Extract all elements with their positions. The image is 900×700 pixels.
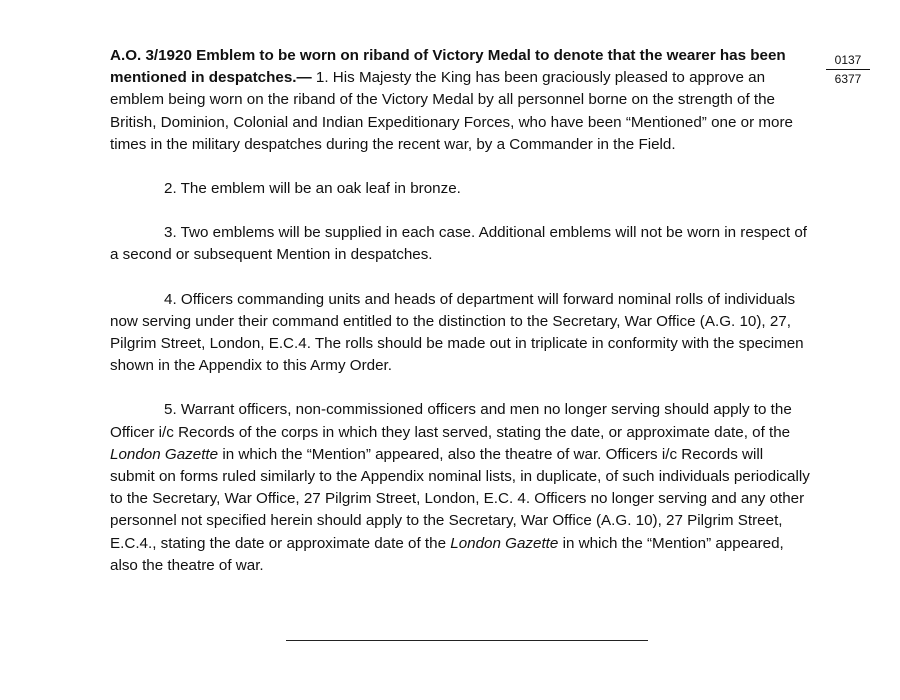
reference-numerator: 0137 [826,52,870,70]
paragraph-5-text-c: in which the “Mention” appeared, also the theatre of war. [110,534,784,574]
paragraph-3 [110,222,810,266]
paragraph-2: 2. The emblem will be an oak leaf in bronze. [164,180,461,198]
reference-number [826,52,870,87]
footer-divider [286,640,648,641]
paragraph-5 [110,399,810,577]
paragraph-5-text-b: in which the “Mention” appeared, also the theatre of war. Officers i/c Records will submit on forms ruled similarly to the Appendix nominal lists, in duplicate, of such individuals periodically to the Secretary, War Office, 27 Pilgrim Street, London, E.C. 4. Officers no longer serving and any other personnel not specified herein should apply to the Secretary, War Office (A.G. 10), 27 Pilgrim Street, E.C.4., stating the date or approximate date of the [110,445,810,552]
london-gazette-ref-2: London Gazette [450,534,559,552]
paragraph-4 [110,289,810,378]
paragraph-4-text: 4. Officers commanding units and heads of department will forward nominal rolls of individuals now serving under their command entitled to the distinction to the Secretary, War Office (A.G. 10), 27, Pilgrim Street, London, E.C.4. The rolls should be made out in triplicate in conformity with the specimen shown in the Appendix to this Army Order. [110,290,804,375]
army-order-body [110,45,810,599]
paragraph-1-text: 1. His Majesty the King has been graciously pleased to approve an emblem being worn on the riband of the Victory Medal by all personnel borne on the strength of the British, Dominion, Colonial and Indian Expeditionary Forces, who have been “Mentioned” one or more times in the military despatches during the recent war, by a Commander in the Field. [110,69,793,153]
reference-denominator: 6377 [834,72,862,86]
paragraph-5-text-a: 5. Warrant officers, non-commissioned officers and men no longer serving should apply to the Officer i/c Records of the corps in which they last served, stating the date, or approximate date, of the [110,401,792,441]
paragraph-3-text: 3. Two emblems will be supplied in each case. Additional emblems will not be worn in respect of a second or subsequent Mention in despatches. [110,224,807,264]
paragraph-1 [110,45,810,156]
order-title: A.O. 3/1920 Emblem to be worn on riband of Victory Medal to denote that the wearer has been mentioned in despatches.— [110,47,786,87]
london-gazette-ref-1: London Gazette [110,445,219,463]
